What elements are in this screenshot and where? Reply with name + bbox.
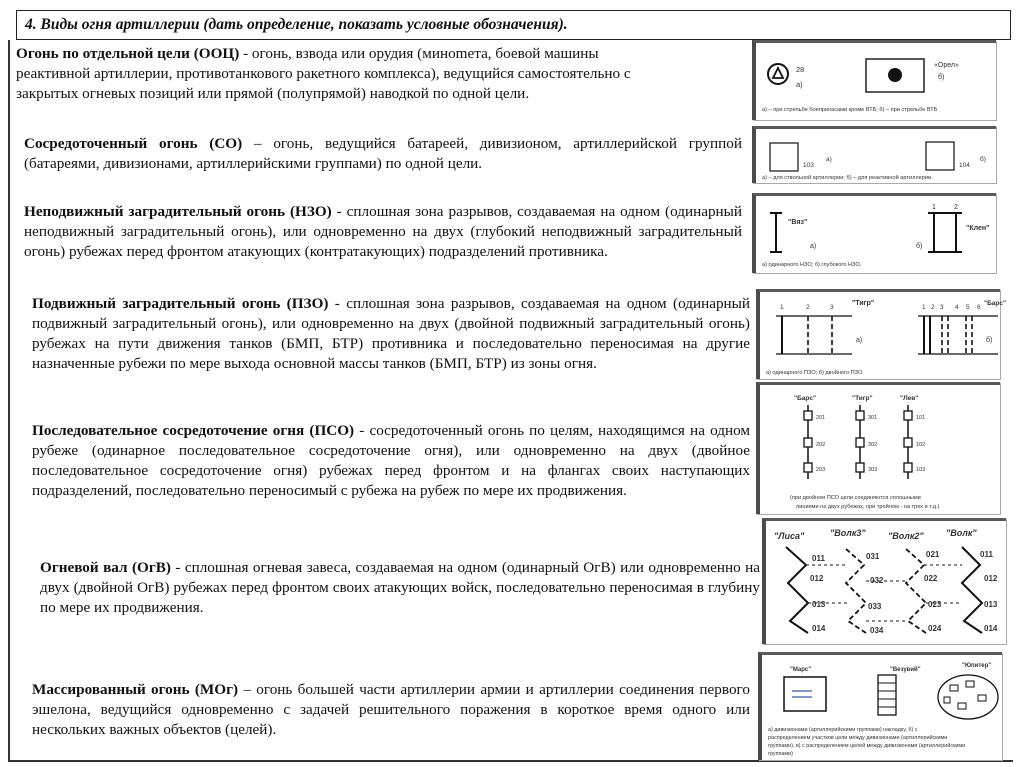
pso-c1-1: 201	[816, 415, 826, 421]
oots-target-dot-icon	[888, 68, 902, 82]
oots-caption: а) – при стрельбе боеприпасами кроме ВТБ; б) – при стрельбе ВТБ	[762, 107, 938, 113]
term-nzo: Неподвижный заградительный огонь (НЗО)	[24, 203, 332, 220]
term-mog: Массированный огонь (МОг)	[32, 681, 239, 698]
ogv-name1: "Лиса"	[774, 531, 805, 541]
pso-c1-2: 202	[816, 442, 826, 448]
legend-nzo-drawing	[756, 196, 996, 273]
nzo-a-label: а)	[810, 243, 817, 250]
pzo-num-b3: 3	[940, 304, 944, 311]
pso-caption2: линиями на двух рубежах, при тройном - на трех и т.д.)	[796, 504, 940, 510]
section-pzo	[32, 294, 750, 374]
ogv-c3-3: 023	[928, 600, 942, 609]
oots-name: «Орел»	[934, 62, 959, 69]
mog-target-a-rect	[784, 677, 826, 711]
pso-name3: "Лев"	[900, 395, 919, 402]
definition-mog: – огонь большей части артиллерии армии и артиллерии соединения первого эшелона, ведущийся одновременно с задачей решительного поражения в короткое время одного или нескольких важных объектов (целей).	[32, 681, 750, 738]
legend-nzo	[752, 193, 996, 273]
mog-target-c-group	[938, 675, 998, 719]
ogv-c1-4: 014	[812, 624, 826, 633]
oots-num: 28	[796, 65, 805, 74]
term-oots: Огонь по отдельной цели (ООЦ)	[16, 45, 240, 62]
definition-so: – огонь, ведущийся батареей, дивизионом, артиллерийской группой (батареями, дивизионами, артиллерийскими группами) по одной цели.	[24, 135, 742, 172]
pzo-b-label: б)	[986, 337, 993, 344]
pso-caption1: (при двойном ПСО цели соединяются сплошными	[790, 495, 921, 501]
page-title: 4. Виды огня артиллерии (дать определение, показать условные обозначения).	[16, 10, 1011, 40]
definition-pzo: - сплошная зона разрывов, создаваемая на одном (одинарный подвижный заградительный огонь), или одновременно на двух (двойной подвижный заградительный огонь) рубежах на пути движения танков (БМП, БТР) противника и последовательно переносимая на другие назначенные рубежи по мере выхода основной массы танков (БМП, БТР) из зоны огня.	[32, 295, 751, 372]
ogv-c3-4: 024	[928, 624, 942, 633]
frame-left-line	[8, 40, 10, 762]
section-so	[24, 134, 742, 174]
ogv-c3-1: 021	[926, 550, 940, 559]
pso-c1-3: 203	[816, 467, 826, 473]
definition-pso: - сосредоточенный огонь по целям, находящимся на одном рубеже (одинарное последовательное сосредоточение огня), или одновременно на двух (двойное последовательное сосредоточение огня) рубежах перед фронтом и на флангах своих наступающих подразделений, последовательно переносимый с рубежа на рубеж по мере их продвижения.	[32, 422, 750, 499]
so-b-label: б)	[980, 156, 986, 163]
legend-ogv	[762, 518, 1006, 644]
section-pso	[32, 421, 750, 501]
ogv-wave-2	[846, 549, 866, 633]
frame-bottom-line	[8, 760, 1013, 762]
oots-a-label: а)	[796, 80, 803, 89]
pso-c3-3: 103	[916, 467, 926, 473]
pso-chain-1	[804, 405, 825, 479]
so-a-label: а)	[826, 156, 832, 163]
section-ogv	[40, 558, 760, 618]
nzo-n1: 1	[932, 204, 936, 211]
legend-so-drawing	[756, 129, 996, 183]
so-target-a-rect	[770, 143, 798, 171]
so-caption: а) – для ствольной артиллерии; б) – для реактивной артиллерии.	[762, 175, 933, 181]
pzo-num-a1: 1	[780, 304, 784, 311]
so-num-a: 103	[803, 162, 814, 169]
ogv-c1-3: 013	[812, 600, 826, 609]
pzo-caption: а) одинарного ПЗО; б) двойного ПЗО	[766, 370, 863, 376]
oots-triangle-icon	[773, 68, 783, 78]
nzo-caption: а) одинарного НЗО; б) глубокого НЗО.	[762, 262, 862, 268]
legend-oots-drawing	[756, 43, 996, 120]
pso-c2-2: 302	[868, 442, 878, 448]
pzo-num-b2: 2	[931, 304, 935, 311]
pso-name2: "Тигр"	[852, 395, 873, 402]
legend-pso-drawing	[760, 385, 1000, 514]
mog-caption1: а) дивизионами (артиллерийскими группами) накладку, б) с	[768, 727, 918, 733]
term-pzo: Подвижный заградительный огонь (ПЗО)	[32, 295, 329, 312]
ogv-wave-1	[786, 547, 808, 633]
pzo-name-a: "Тигр"	[852, 300, 875, 307]
term-so: Сосредоточенный огонь (СО)	[24, 135, 243, 152]
pso-chain-3	[904, 405, 925, 479]
mog-name1: "Марс"	[790, 667, 812, 673]
section-oots	[16, 44, 674, 104]
section-nzo	[24, 202, 742, 262]
nzo-name-a: "Вяз"	[788, 219, 808, 226]
ogv-name2: "Волк3"	[830, 528, 866, 538]
ogv-c4-4: 014	[984, 624, 998, 633]
ogv-c4-3: 013	[984, 600, 998, 609]
legend-pso	[756, 382, 1000, 514]
definition-oots: - огонь, взвода или орудия (минomета, боевой машины реактивной артиллерии, противотанкового ракетного комплекса), ведущийся самостоятельно с закрытых огневых позиций или прямой (полупрямой) наводкой по одной цели.	[16, 45, 631, 102]
so-target-b-rect	[926, 142, 954, 170]
pso-c2-3: 303	[868, 467, 878, 473]
pzo-num-b1: 1	[922, 304, 926, 311]
pso-chain-2	[856, 405, 877, 479]
ogv-c4-1: 011	[980, 550, 993, 559]
so-num-b: 104	[959, 162, 970, 169]
mog-caption3: группами), в) с распределением целей между дивизионами (артиллерийскими	[768, 743, 966, 749]
pzo-num-a3: 3	[830, 304, 834, 311]
legend-pzo	[756, 289, 1007, 379]
pzo-num-b6: 6	[977, 304, 981, 311]
mog-name3: "Юпитер"	[962, 663, 992, 669]
ogv-c1-2: 012	[810, 574, 824, 583]
pzo-name-b: "Барс"	[984, 300, 1007, 307]
term-pso: Последовательное сосредоточение огня (ПСО)	[32, 422, 355, 439]
pzo-a-label: а)	[856, 337, 863, 344]
ogv-name4: "Волк"	[946, 528, 977, 538]
ogv-c1-1: 011	[812, 554, 825, 563]
pzo-num-a2: 2	[806, 304, 810, 311]
ogv-c4-2: 012	[984, 574, 998, 583]
ogv-connectors	[806, 565, 962, 621]
ogv-wave-3	[906, 549, 926, 633]
mog-name2: "Везувий"	[890, 667, 921, 673]
definition-ogv: - сплошная огневая завеса, создаваемая на одном (одинарный ОгВ) или одновременно на двух (двойной ОгВ) рубежах перед фронтом своих атакующих войск, последовательно переносимая в глубину по мере их продвижения.	[40, 559, 760, 616]
ogv-c2-1: 031	[866, 552, 880, 561]
nzo-n2: 2	[954, 204, 958, 211]
pso-c3-1: 101	[916, 415, 926, 421]
ogv-c2-3: 033	[868, 602, 882, 611]
ogv-wave-4	[962, 547, 982, 633]
legend-mog	[758, 652, 1002, 760]
legend-so	[752, 126, 996, 183]
pso-c2-1: 301	[868, 415, 878, 421]
nzo-name-b: "Клен"	[966, 225, 990, 232]
legend-ogv-drawing	[766, 521, 1006, 644]
pzo-num-b4: 4	[955, 304, 959, 311]
term-ogv: Огневой вал (ОгВ)	[40, 559, 171, 576]
legend-oots	[752, 40, 996, 120]
mog-caption4: группами)	[768, 751, 793, 757]
legend-pzo-drawing	[760, 292, 1007, 379]
pso-name1: "Барс"	[794, 395, 817, 402]
ogv-c3-2: 022	[924, 574, 938, 583]
definition-nzo: - сплошная зона разрывов, создаваемая на одном (одинарный неподвижный заградительный огонь), или одновременно на двух (глубокий неподвижный заградительный огонь) рубежах перед фронтом атакующих (контратакующих) подразделений противника.	[24, 203, 742, 260]
ogv-name3: "Волк2"	[888, 531, 924, 541]
section-mog	[32, 680, 750, 740]
legend-mog-drawing	[762, 655, 1002, 760]
nzo-b-label: б)	[916, 243, 923, 250]
pso-c3-2: 102	[916, 442, 926, 448]
pzo-num-b5: 5	[966, 304, 970, 311]
mog-caption2: распределением участков цели между дивизионами (артиллерийскими	[768, 735, 948, 741]
oots-b-label: б)	[938, 74, 945, 81]
mog-target-b-strips	[878, 675, 896, 715]
ogv-c2-2: 032	[870, 576, 884, 585]
ogv-c2-4: 034	[870, 626, 884, 635]
